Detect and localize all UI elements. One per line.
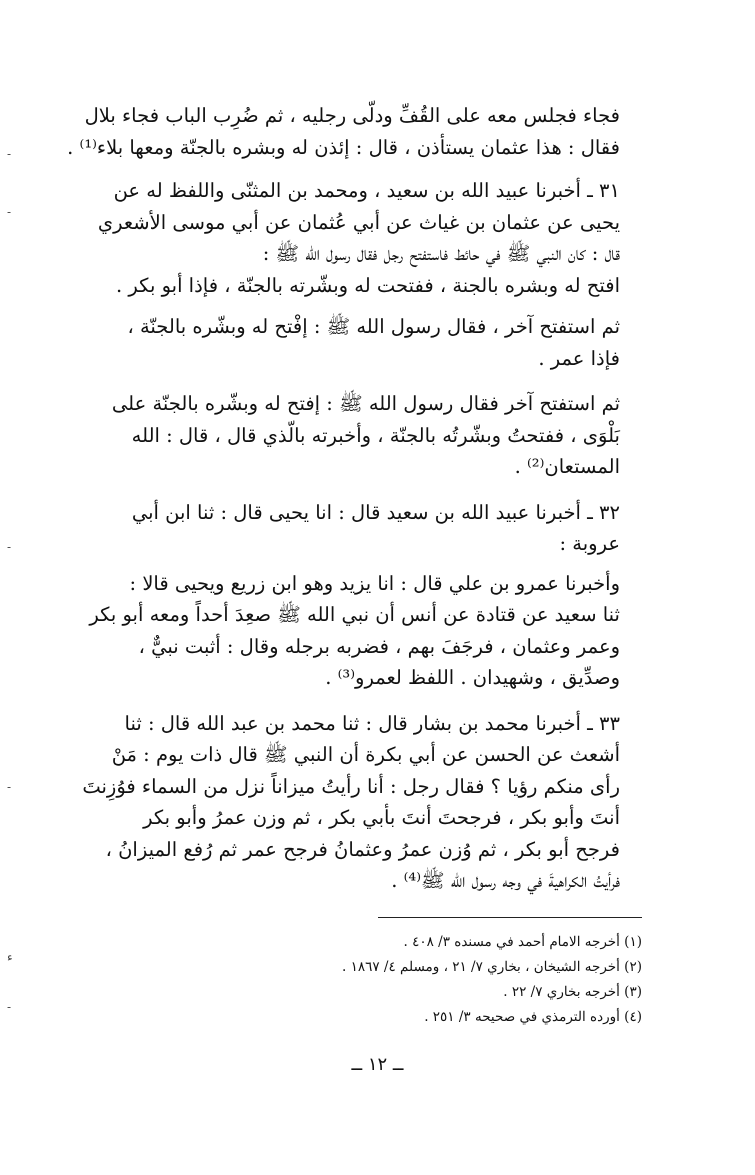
paragraph <box>110 311 620 374</box>
text-line: وأخبرنا عمرو بن علي قال : انا يزيد وهو ابن زريع ويحيى قالا : <box>129 571 620 595</box>
scan-mark: - <box>7 780 12 794</box>
scan-mark: - <box>7 147 12 161</box>
paragraph <box>67 100 620 163</box>
paragraph <box>97 175 620 301</box>
text-line: ٣١ ـ أخبرنا عبيد الله بن سعيد ، ومحمد بن المثنّى واللفظ له عن <box>113 179 620 202</box>
footnote: (١) أخرجه الامام أحمد في مسنده ٣/ ٤٠٨ . <box>403 934 642 950</box>
paragraph <box>110 388 620 483</box>
text-line: افتح له وبشره بالجنة ، ففتحت له وبشّرته بالجنّة ، فإذا أبو بكر . <box>116 273 620 297</box>
page-number: ــ ١٢ ــ <box>351 1054 404 1075</box>
footnote: (٣) أخرجه بخاري ٧/ ٢٢ . <box>503 984 642 1000</box>
text-line: قال : كان النبي ﷺ في حائط فاستفتح رجل فقال رسول الله ﷺ : <box>262 242 620 265</box>
footnote: (٢) أخرجه الشيخان ، بخاري ٧/ ٢١ ، ومسلم ٤/ ١٨٦٧ . <box>342 959 642 975</box>
text-line: وصدِّيق ، وشهيدان . اللفظ لعمرو⁽³⁾ . <box>325 666 620 689</box>
text-line: ثم استفتح آخر ، فقال رسول الله ﷺ : إفْتح له وبشّره بالجنّة ، <box>127 315 620 338</box>
footnotes <box>300 930 642 1030</box>
text-line: فجاء فجلس معه على القُفِّ ودلّى رجليه ، ثم ضُرِب الباب فجاء بلال <box>84 104 620 127</box>
scan-mark: - <box>7 205 12 219</box>
text-line: المستعان⁽²⁾ . <box>514 455 620 478</box>
paragraph <box>82 708 620 897</box>
text-line: فرجح أبو بكر ، ثم وُزن عمرُ وعثمانُ فرجح عمر ثم رُفع الميزانُ ، <box>105 837 620 861</box>
text-line: وعمر وعثمان ، فرجَفَ بهم ، فضربه برجله وقال : أثبت نبيٌّ ، <box>138 634 620 658</box>
text-line: ٣٢ ـ أخبرنا عبيد الله بن سعيد قال : انا يحيى قال : ثنا ابن أبي <box>131 500 620 524</box>
text-line: ثنا سعيد عن قتادة عن أنس أن نبي الله ﷺ صعِدَ أحداً ومعه أبو بكر <box>89 603 620 626</box>
scan-mark: ء <box>7 950 13 964</box>
text-line: ثم استفتح آخر فقال رسول الله ﷺ : إفتح له وبشّره بالجنّة على <box>111 392 620 415</box>
text-line: فرأيتُ الكراهيةَ في وجه رسول الله ﷺ⁽⁴⁾ . <box>391 869 620 892</box>
footnote-divider <box>378 917 642 918</box>
text-line: فقال : هذا عثمان يستأذن ، قال : إئذن له وبشره بالجنّة ومعها بلاء⁽¹⁾ . <box>67 135 620 159</box>
text-line: عروبة : <box>559 532 620 555</box>
paragraph <box>89 568 620 694</box>
text-line: بَلْوَى ، ففتحتُ وبشّرتُه بالجنّة ، وأخبرته بالّذي قال ، قال : الله <box>131 423 620 447</box>
text-line: فإذا عمر . <box>538 346 620 370</box>
text-line: رأى منكم رؤيا ؟ فقال رجل : أنا رأيتُ ميزاناً نزل من السماء فوُزِنتَ <box>82 774 620 798</box>
footnote: (٤) أورده الترمذي في صحيحه ٣/ ٢٥١ . <box>424 1009 642 1025</box>
page-body <box>67 100 620 907</box>
scan-mark: - <box>7 540 12 554</box>
text-line: يحيى عن عثمان بن غياث عن أبي عُثمان عن أبي موسى الأشعري <box>97 210 620 234</box>
scan-mark: - <box>7 1000 12 1014</box>
text-line: ٣٣ ـ أخبرنا محمد بن بشار قال : ثنا محمد بن عبد الله قال : ثنا <box>124 711 620 735</box>
text-line: أنتَ وأبو بكر ، فرجحتَ أنتَ بأبي بكر ، ثم وزن عمرُ وأبو بكر <box>143 806 620 829</box>
paragraph <box>110 497 620 560</box>
text-line: أشعث عن الحسن عن أبي بكرة أن النبي ﷺ قال ذات يوم : مَنْ <box>111 743 620 766</box>
